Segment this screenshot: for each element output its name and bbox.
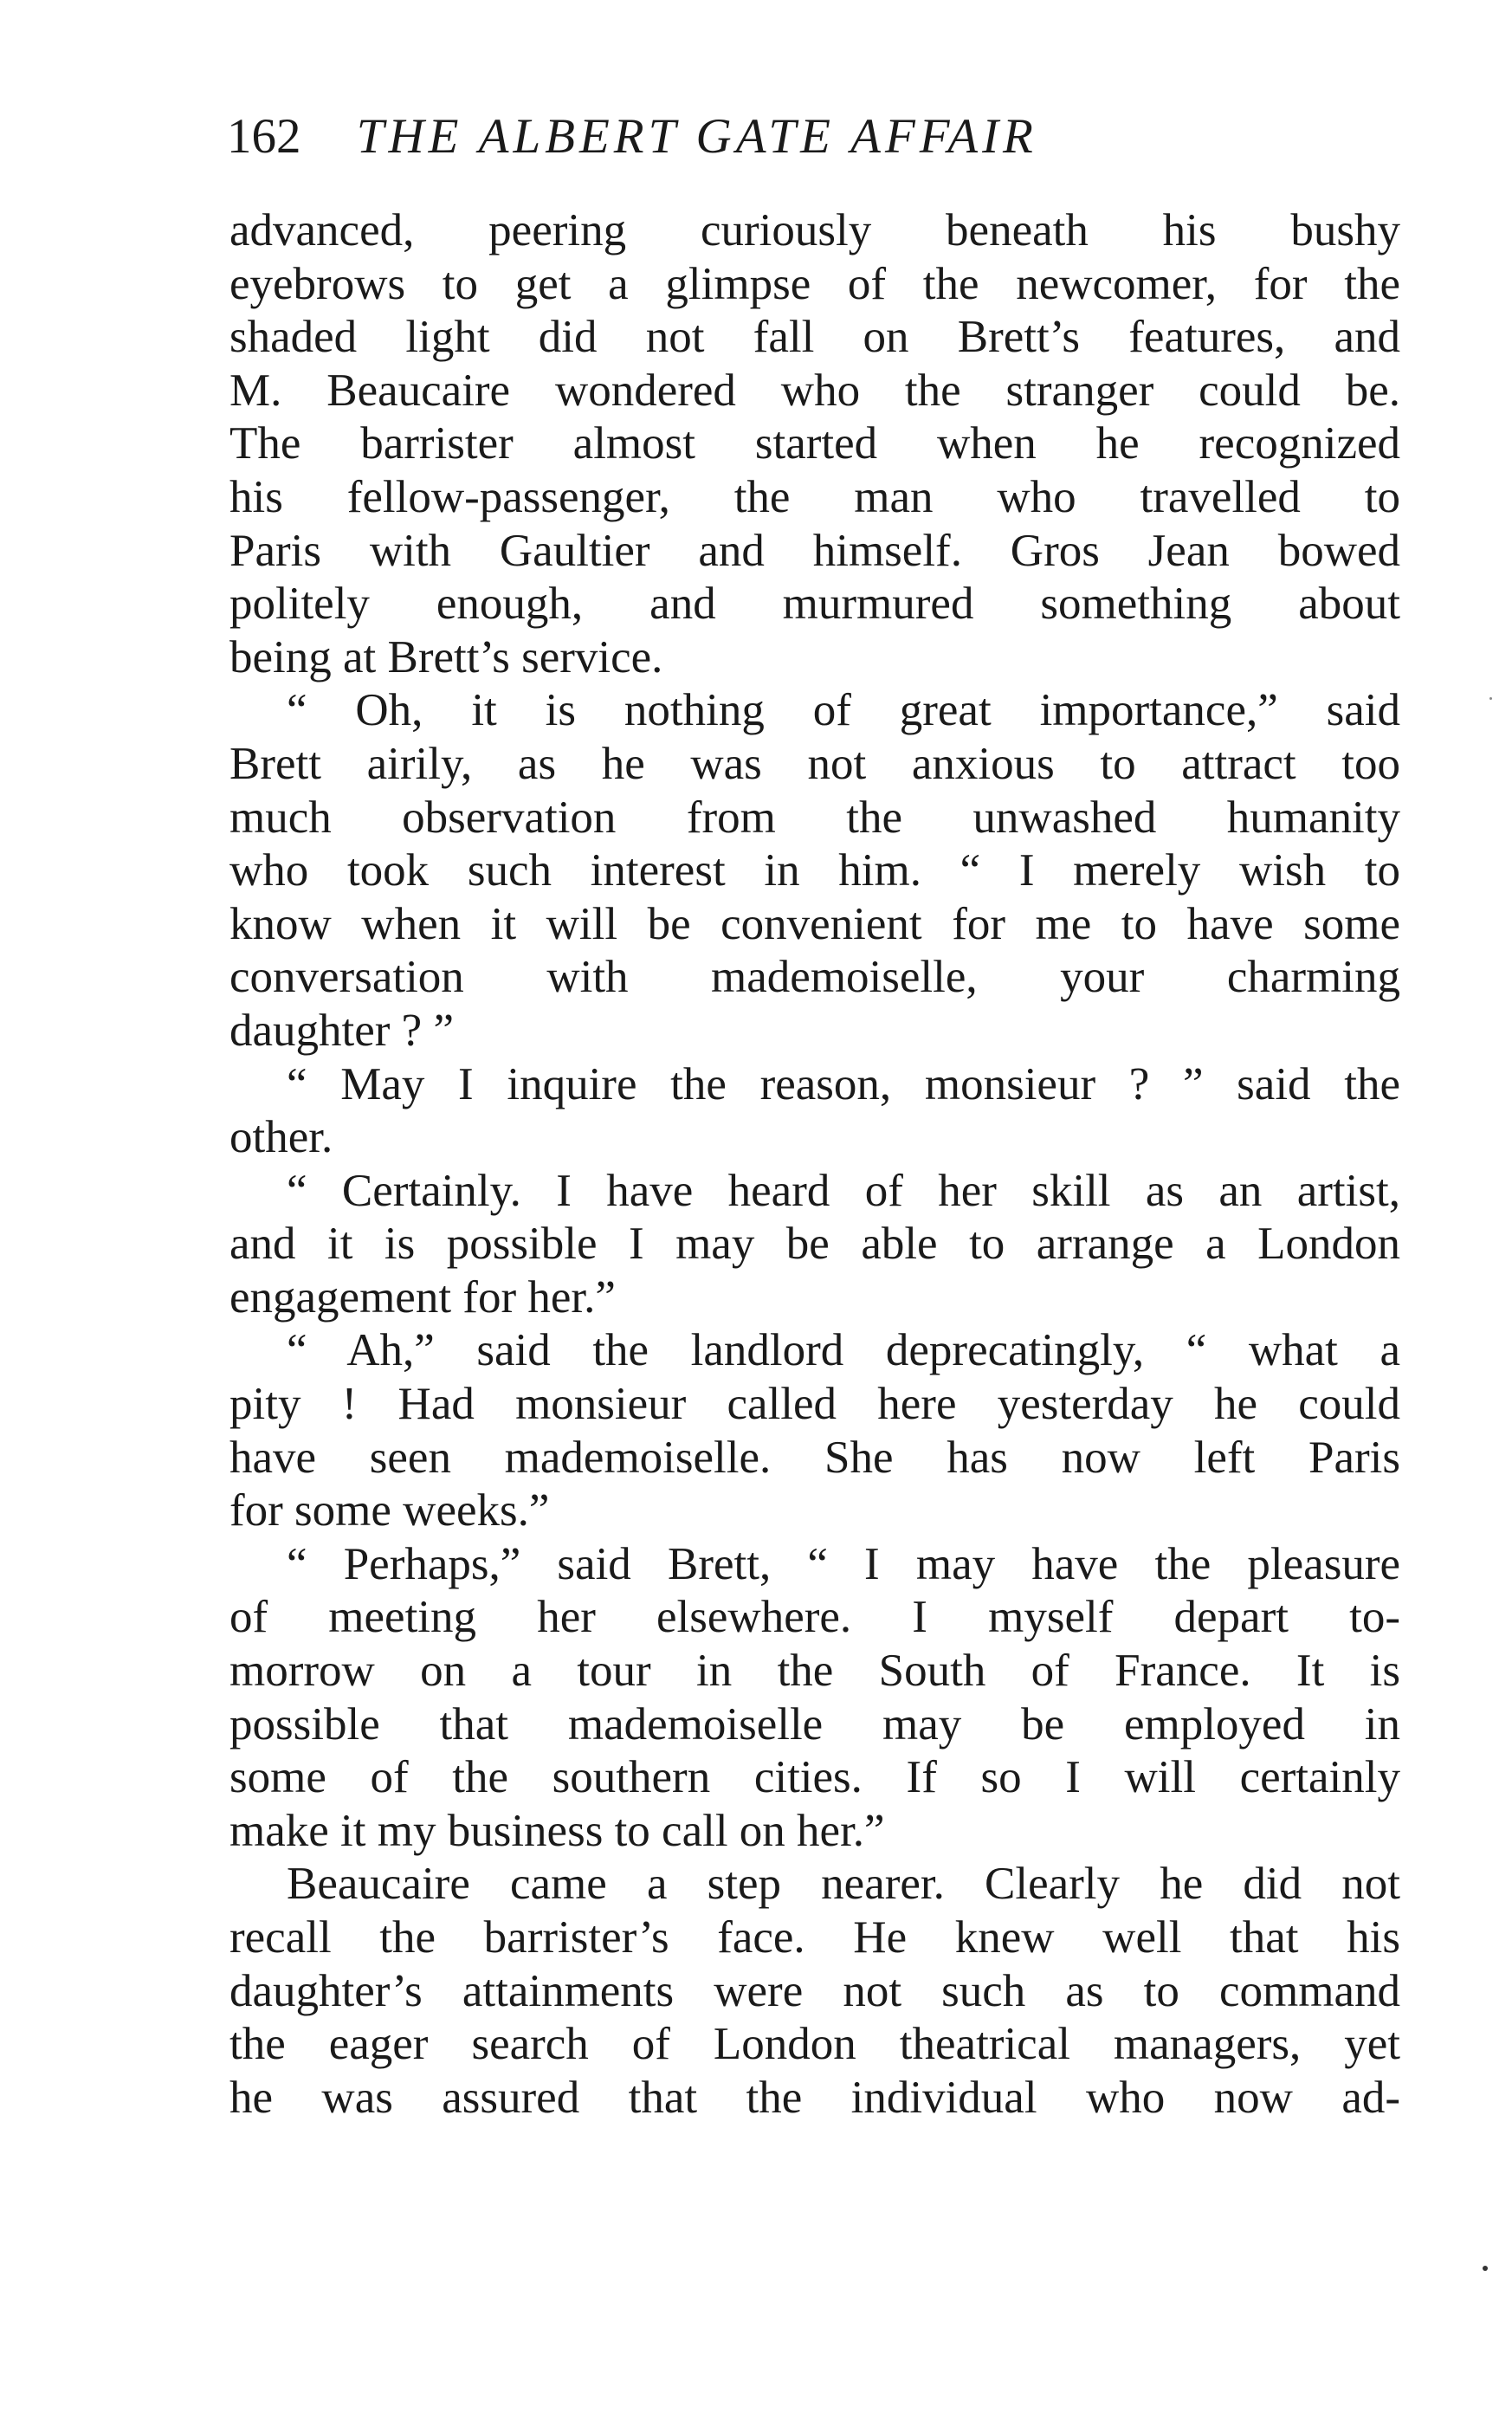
text-line: “ Oh, it is nothing of great importance,” said [287,685,1400,736]
running-header [227,102,1405,171]
text-line: his fellow-passenger, the man who travelled to [229,471,1400,522]
text-line: morrow on a tour in the South of France. It is [229,1646,1400,1697]
text-line: he was assured that the individual who now ad- [229,2072,1400,2123]
text-line: advanced, peering curiously beneath his bushy [229,205,1400,255]
text-line: of meeting her elsewhere. I myself depart to- [229,1592,1400,1643]
text-line: “ Ah,” said the landlord deprecatingly, “ what a [287,1325,1400,1376]
text-line: recall the barrister’s face. He knew well that his [229,1912,1400,1963]
text-line: Paris with Gaultier and himself. Gros Jean bowed [229,525,1400,576]
text-line: Beaucaire came a step nearer. Clearly he did not [287,1859,1400,1910]
text-line: conversation with mademoiselle, your charming [229,952,1400,1003]
running-title: THE ALBERT GATE AFFAIR [356,109,1037,164]
text-line: have seen mademoiselle. She has now left Paris [229,1432,1400,1483]
text-line: eyebrows to get a glimpse of the newcomer, for the [229,258,1400,309]
text-line: pity ! Had monsieur called here yesterday he could [229,1379,1400,1430]
text-line: for some weeks.” [229,1485,550,1536]
text-line: The barrister almost started when he recognized [229,418,1400,469]
text-line: “ May I inquire the reason, monsieur ? ” said the [287,1058,1400,1109]
text-line: much observation from the unwashed humanity [229,792,1400,843]
text-line: shaded light did not fall on Brett’s features, and [229,312,1400,363]
text-line: M. Beaucaire wondered who the stranger could be. [229,365,1400,416]
text-line: make it my business to call on her.” [229,1805,885,1856]
text-line: know when it will be convenient for me to have some [229,898,1400,949]
text-line: other. [229,1112,333,1163]
text-line: the eager search of London theatrical managers, yet [229,2019,1400,2070]
text-line: daughter’s attainments were not such as to command [229,1965,1400,2016]
text-line: and it is possible I may be able to arrange a London [229,1219,1400,1270]
paper-speck [1489,697,1492,700]
text-line: “ Certainly. I have heard of her skill as an artist, [287,1165,1400,1216]
text-line: Brett airily, as he was not anxious to attract too [229,738,1400,789]
text-line: “ Perhaps,” said Brett, “ I may have the pleasure [287,1538,1400,1589]
text-line: politely enough, and murmured something about [229,579,1400,630]
body-text [229,204,1400,2125]
paper-speck [1483,2266,1488,2271]
text-line: being at Brett’s service. [229,631,663,682]
text-line: possible that mademoiselle may be employed in [229,1698,1400,1750]
page-number: 162 [227,109,301,164]
text-line: some of the southern cities. If so I will certainly [229,1752,1400,1803]
text-line: engagement for her.” [229,1271,616,1323]
text-line: daughter ? ” [229,1005,454,1056]
text-line: who took such interest in him. “ I merely wish to [229,845,1400,896]
